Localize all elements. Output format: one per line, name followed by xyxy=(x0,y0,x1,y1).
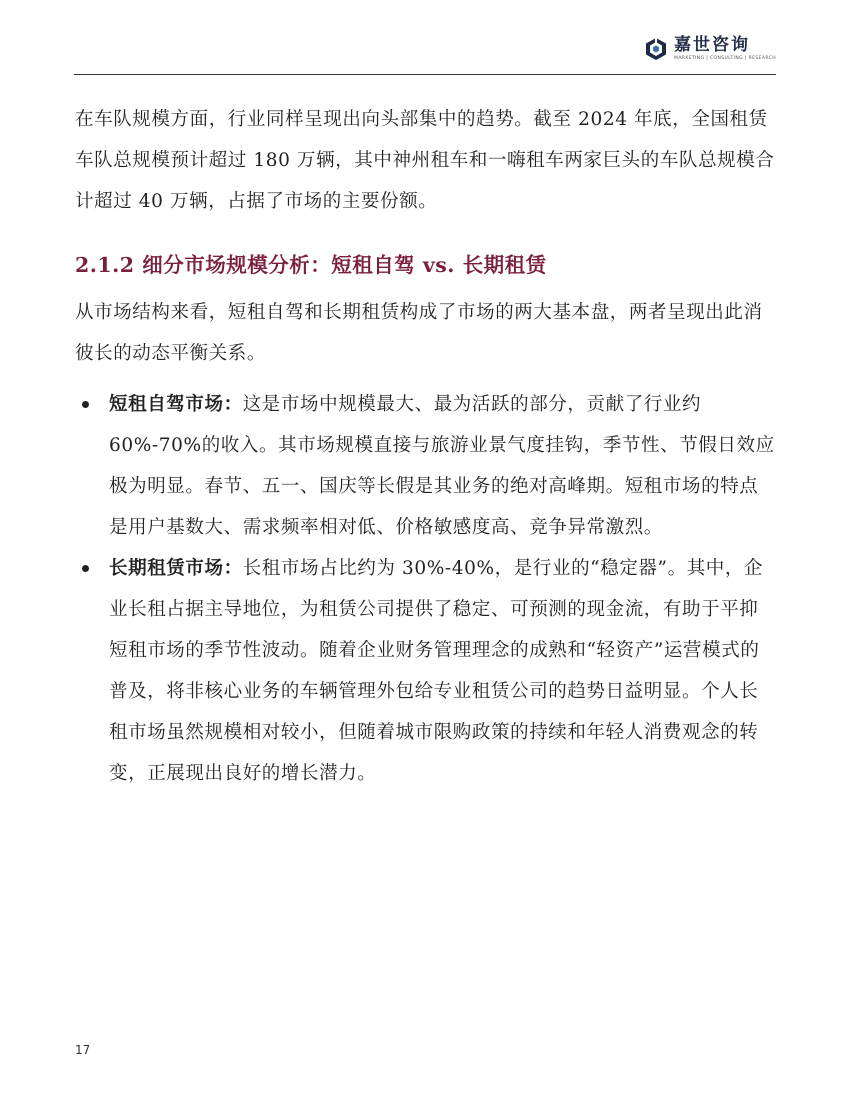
intro-paragraph: 在车队规模方面，行业同样呈现出向头部集中的趋势。截至 2024 年底，全国租赁车队总规模预计超过 180 万辆，其中神州租车和一嗨租车两家巨头的车队总规模合计超过 40 万辆，占据了市场的主要份额。 xyxy=(75,109,775,212)
page-header xyxy=(0,0,850,76)
bullet-term: 长期租赁市场： xyxy=(109,558,243,579)
brand-logo-icon xyxy=(644,37,668,61)
header-divider xyxy=(74,74,776,75)
bullet-dot-icon xyxy=(82,565,89,572)
section-heading: 2.1.2 细分市场规模分析：短租自驾 vs. 长期租赁 xyxy=(75,253,547,277)
brand-logo xyxy=(644,36,776,62)
bullet-text: 这是市场中规模最大、最为活跃的部分，贡献了行业约 60%-70%的收入。其市场规模直接与旅游业景气度挂钩，季节性、节假日效应极为明显。春节、五一、国庆等长假是其业务的绝对高峰期。短租市场的特点是用户基数大、需求频率相对低、价格敏感度高、竞争异常激烈。 xyxy=(109,394,775,538)
bullet-item-short-term xyxy=(75,384,777,548)
bullet-list xyxy=(75,384,777,794)
brand-tagline: MARKETING | CONSULTING | RESEARCH xyxy=(674,56,776,61)
bullet-dot-icon xyxy=(82,401,89,408)
bullet-term: 短租自驾市场： xyxy=(109,394,243,415)
page-number: 17 xyxy=(75,1043,91,1057)
section-intro-paragraph: 从市场结构来看，短租自驾和长期租赁构成了市场的两大基本盘，两者呈现出此消彼长的动态平衡关系。 xyxy=(75,302,763,364)
bullet-item-long-term xyxy=(75,548,777,794)
brand-name: 嘉世咨询 xyxy=(674,35,751,55)
page-body xyxy=(75,99,777,794)
bullet-text: 长租市场占比约为 30%-40%，是行业的“稳定器”。其中，企业长租占据主导地位，为租赁公司提供了稳定、可预测的现金流，有助于平抑短租市场的季节性波动。随着企业财务管理理念的成熟和“轻资产”运营模式的普及，将非核心业务的车辆管理外包给专业租赁公司的趋势日益明显。个人长租市场虽然规模相对较小，但随着城市限购政策的持续和年轻人消费观念的转变，正展现出良好的增长潜力。 xyxy=(109,558,764,784)
